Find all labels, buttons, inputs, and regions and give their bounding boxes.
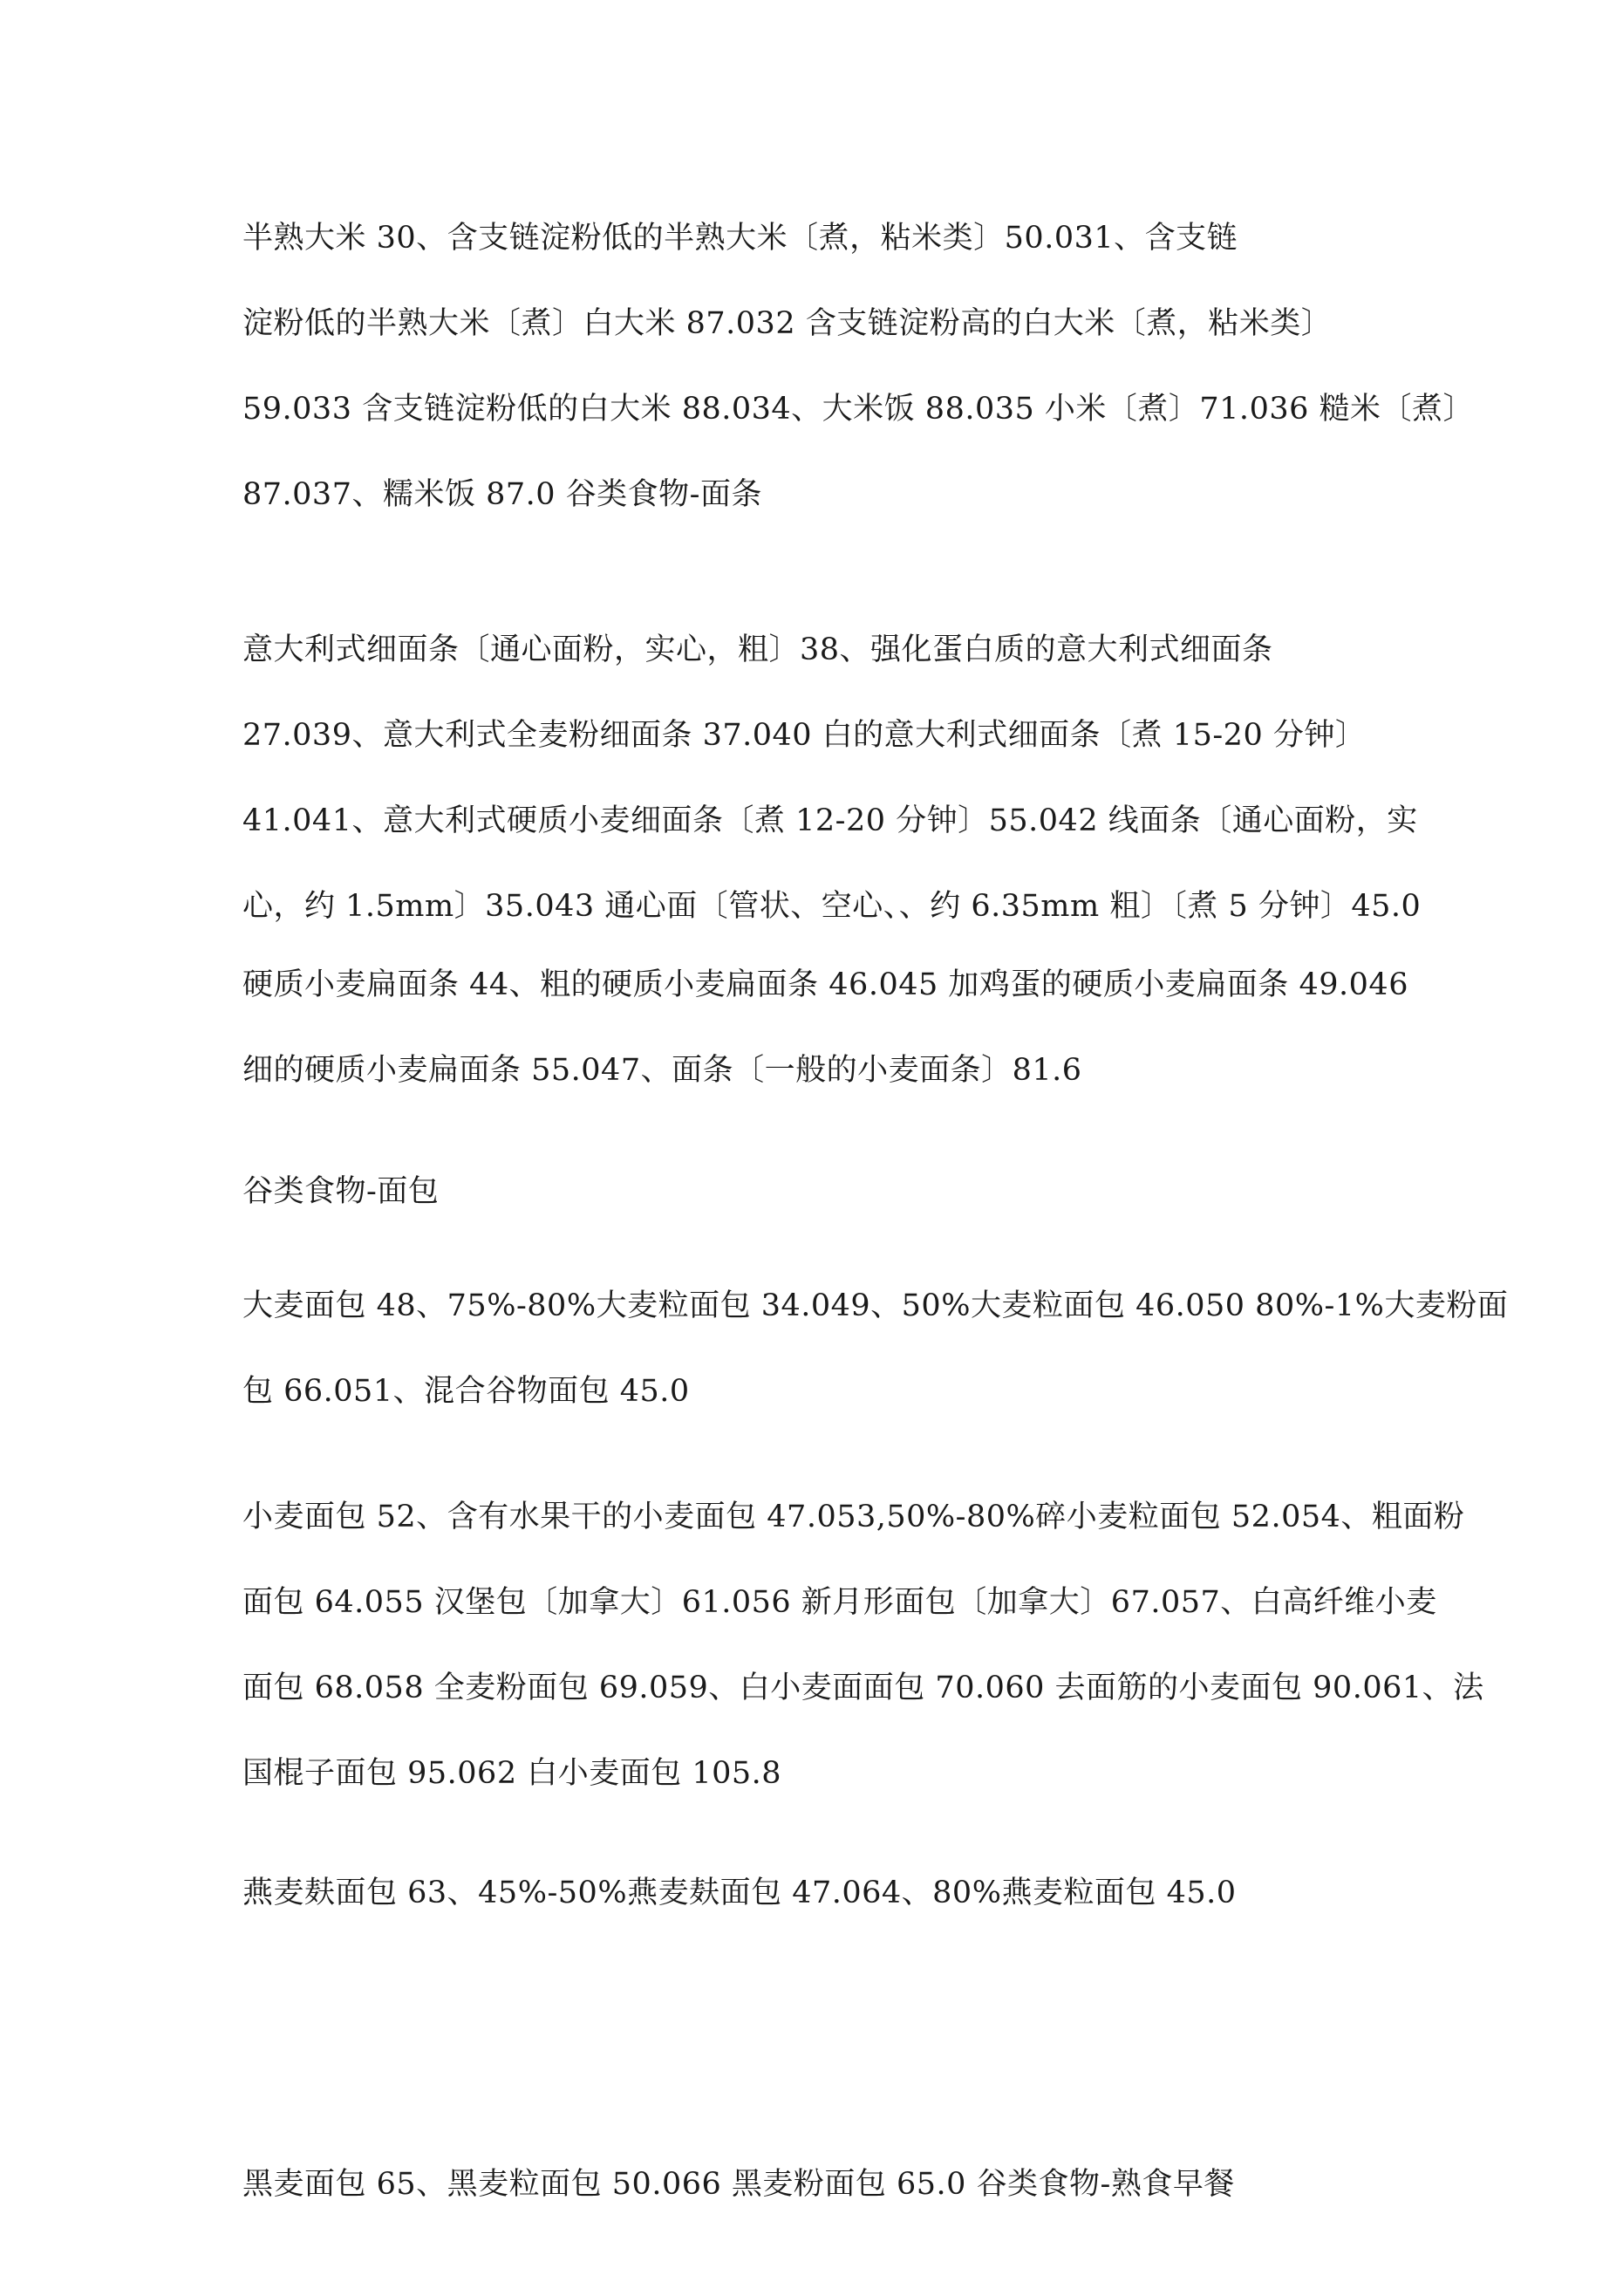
section-heading-bread (242, 1149, 1411, 1234)
text-line: 黑麦面包 65、黑麦粒面包 50.066 黑麦粉面包 65.0 谷类食物-熟食早餐 (242, 2167, 1235, 2202)
text-line: 淀粉低的半熟大米〔煮〕白大米 87.032 含支链淀粉高的白大米〔煮，粘米类〕 (242, 306, 1333, 341)
text-line: 心，约 1.5mm〕35.043 通心面〔管状、空心、、约 6.35mm 粗〕〔煮 5 分钟〕45.0 (242, 889, 1422, 924)
text-line: 意大利式细面条〔通心面粉，实心，粗〕38、强化蛋白质的意大利式细面条 (242, 632, 1273, 667)
section-heading: 谷类食物-面包 (242, 1174, 440, 1209)
paragraph-rice (242, 195, 1474, 537)
text-line: 硬质小麦扁面条 44、粗的硬质小麦扁面条 46.045 加鸡蛋的硬质小麦扁面条 49.046 (242, 967, 1408, 1002)
text-line: 国棍子面包 95.062 白小麦面包 105.8 (242, 1756, 782, 1791)
text-line: 面包 64.055 汉堡包〔加拿大〕61.056 新月形面包〔加拿大〕67.057、白高纤维小麦 (242, 1585, 1437, 1620)
paragraph-barley-bread (242, 1263, 1509, 1434)
text-line: 87.037、糯米饭 87.0 谷类食物-面条 (242, 477, 762, 512)
text-line: 大麦面包 48、75%-80%大麦粒面包 34.049、50%大麦粒面包 46.050 80%-1%大麦粉面 (242, 1288, 1509, 1323)
text-line: 41.041、意大利式硬质小麦细面条〔煮 12-20 分钟〕55.042 线面条〔通心面粉，实 (242, 803, 1418, 838)
paragraph-durum-noodles (242, 942, 1411, 1113)
paragraph-pasta (242, 607, 1422, 949)
paragraph-oat-bread (242, 1850, 1411, 1936)
text-line: 59.033 含支链淀粉低的白大米 88.034、大米饭 88.035 小米〔煮〕71.036 糙米〔煮〕 (242, 392, 1474, 427)
paragraph-wheat-bread (242, 1474, 1484, 1816)
paragraph-rye-bread (242, 2142, 1411, 2227)
text-line: 面包 68.058 全麦粉面包 69.059、白小麦面面包 70.060 去面筋的小麦面包 90.061、法 (242, 1671, 1484, 1705)
text-line: 细的硬质小麦扁面条 55.047、面条〔一般的小麦面条〕81.6 (242, 1053, 1082, 1088)
text-line: 半熟大米 30、含支链淀粉低的半熟大米〔煮，粘米类〕50.031、含支链 (242, 221, 1238, 256)
text-line: 小麦面包 52、含有水果干的小麦面包 47.053,50%-80%碎小麦粒面包 52.054、粗面粉 (242, 1500, 1465, 1534)
text-line: 燕麦麸面包 63、45%-50%燕麦麸面包 47.064、80%燕麦粒面包 45.0 (242, 1876, 1237, 1910)
text-line: 27.039、意大利式全麦粉细面条 37.040 白的意大利式细面条〔煮 15-20 分钟〕 (242, 718, 1367, 753)
text-line: 包 66.051、混合谷物面包 45.0 (242, 1374, 690, 1409)
